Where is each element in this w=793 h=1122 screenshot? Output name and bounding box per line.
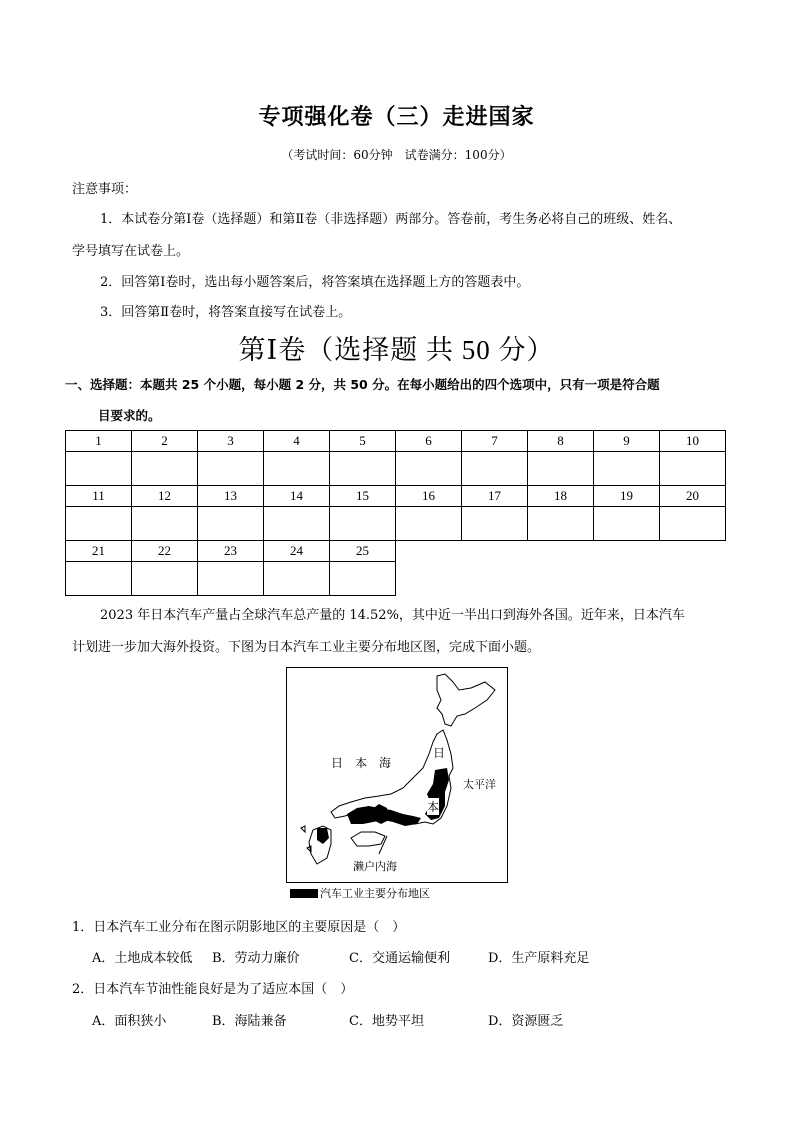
answer-cell[interactable] <box>132 452 198 486</box>
answer-table-number: 25 <box>330 541 396 562</box>
answer-cell[interactable] <box>198 562 264 596</box>
pacific-label: 太平洋 <box>463 778 496 791</box>
legend-swatch <box>290 889 318 898</box>
question-1-option-b[interactable]: B．劳动力廉价 <box>212 951 300 966</box>
section-instruction-cont: 目要求的。 <box>98 408 161 423</box>
hokkaido-outline <box>437 674 495 726</box>
answer-table-number: 5 <box>330 431 396 452</box>
japan-label-1: 日 <box>433 746 446 760</box>
pointer-line <box>379 836 387 854</box>
japan-label-2: 本 <box>427 800 440 814</box>
answer-table-number: 19 <box>594 486 660 507</box>
inland-sea-label: 濑户内海 <box>353 860 397 873</box>
answer-cell[interactable] <box>66 562 132 596</box>
notice-item-3: 3．回答第Ⅱ卷时，将答案直接写在试卷上。 <box>100 305 352 320</box>
answer-table-number: 13 <box>198 486 264 507</box>
exam-info: （考试时间：60分钟 试卷满分：100分） <box>281 148 512 162</box>
section-instruction: 一、选择题：本题共 25 个小题，每小题 2 分，共 50 分。在每小题给出的四个选项中，只有一项是符合题 <box>65 377 660 392</box>
industrial-region-kyushu <box>317 828 329 844</box>
passage-line-2: 计划进一步加大海外投资。下图为日本汽车工业主要分布地区图，完成下面小题。 <box>72 640 541 655</box>
answer-table-number: 23 <box>198 541 264 562</box>
answer-cell[interactable] <box>330 562 396 596</box>
answer-table-number: 18 <box>528 486 594 507</box>
answer-table-number: 21 <box>66 541 132 562</box>
notice-item-1-cont: 学号填写在试卷上。 <box>72 244 190 259</box>
answer-table-number: 6 <box>396 431 462 452</box>
answer-table-number: 2 <box>132 431 198 452</box>
answer-table-number: 16 <box>396 486 462 507</box>
notice-heading: 注意事项： <box>72 182 138 197</box>
answer-cell[interactable] <box>660 507 726 541</box>
japan-map-drawing <box>287 668 507 882</box>
japan-map <box>286 667 508 883</box>
answer-table-number: 20 <box>660 486 726 507</box>
answer-table-number: 15 <box>330 486 396 507</box>
answer-cell[interactable] <box>66 507 132 541</box>
answer-cell[interactable] <box>330 452 396 486</box>
answer-table-number: 1 <box>66 431 132 452</box>
question-1-stem: 1．日本汽车工业分布在图示阴影地区的主要原因是（ ） <box>72 920 406 935</box>
answer-table-number: 24 <box>264 541 330 562</box>
answer-cell[interactable] <box>528 452 594 486</box>
question-2-option-a[interactable]: A．面积狭小 <box>92 1014 167 1029</box>
answer-table-number: 12 <box>132 486 198 507</box>
question-2-option-d[interactable]: D．资源匮乏 <box>488 1014 564 1029</box>
answer-table-number: 22 <box>132 541 198 562</box>
answer-cell[interactable] <box>660 452 726 486</box>
question-2-stem: 2．日本汽车节油性能良好是为了适应本国（ ） <box>72 982 354 997</box>
answer-table-number: 8 <box>528 431 594 452</box>
answer-table <box>65 430 726 596</box>
answer-table-number: 9 <box>594 431 660 452</box>
answer-cell[interactable] <box>396 507 462 541</box>
map-legend: 汽车工业主要分布地区 <box>320 887 430 900</box>
answer-table-number: 4 <box>264 431 330 452</box>
question-1-option-c[interactable]: C．交通运输便利 <box>349 951 450 966</box>
question-2-option-b[interactable]: B．海陆兼备 <box>212 1014 287 1029</box>
answer-cell[interactable] <box>462 452 528 486</box>
answer-table-number: 14 <box>264 486 330 507</box>
answer-cell[interactable] <box>264 452 330 486</box>
answer-table-number: 7 <box>462 431 528 452</box>
answer-table-number: 11 <box>66 486 132 507</box>
answer-table-number: 3 <box>198 431 264 452</box>
answer-cell[interactable] <box>198 507 264 541</box>
question-2-option-c[interactable]: C．地势平坦 <box>349 1014 424 1029</box>
answer-cell[interactable] <box>132 562 198 596</box>
answer-cell[interactable] <box>594 452 660 486</box>
answer-cell[interactable] <box>462 507 528 541</box>
answer-cell[interactable] <box>264 507 330 541</box>
question-1-option-d[interactable]: D．生产原料充足 <box>488 951 590 966</box>
answer-cell[interactable] <box>396 452 462 486</box>
notice-item-2: 2．回答第Ⅰ卷时，选出每小题答案后，将答案填在选择题上方的答题表中。 <box>100 275 530 290</box>
section-title: 第Ⅰ卷（选择题 共 50 分） <box>238 335 555 365</box>
answer-cell[interactable] <box>594 507 660 541</box>
sea-of-japan-label: 日 本 海 <box>331 756 392 770</box>
answer-cell[interactable] <box>528 507 594 541</box>
answer-cell[interactable] <box>198 452 264 486</box>
page-title: 专项强化卷（三）走进国家 <box>258 105 535 130</box>
answer-cell[interactable] <box>330 507 396 541</box>
question-1-option-a[interactable]: A．土地成本较低 <box>92 951 193 966</box>
passage-line-1: 2023 年日本汽车产量占全球汽车总产量的 14.52%，其中近一半出口到海外各国。近年来，日本汽车 <box>100 608 685 623</box>
answer-table-number: 17 <box>462 486 528 507</box>
notice-item-1: 1．本试卷分第Ⅰ卷（选择题）和第Ⅱ卷（非选择题）两部分。答卷前，考生务必将自己的班级、姓名、 <box>100 212 682 227</box>
answer-cell[interactable] <box>66 452 132 486</box>
answer-cell[interactable] <box>264 562 330 596</box>
answer-cell[interactable] <box>132 507 198 541</box>
shikoku-outline <box>351 832 385 846</box>
answer-table-number: 10 <box>660 431 726 452</box>
